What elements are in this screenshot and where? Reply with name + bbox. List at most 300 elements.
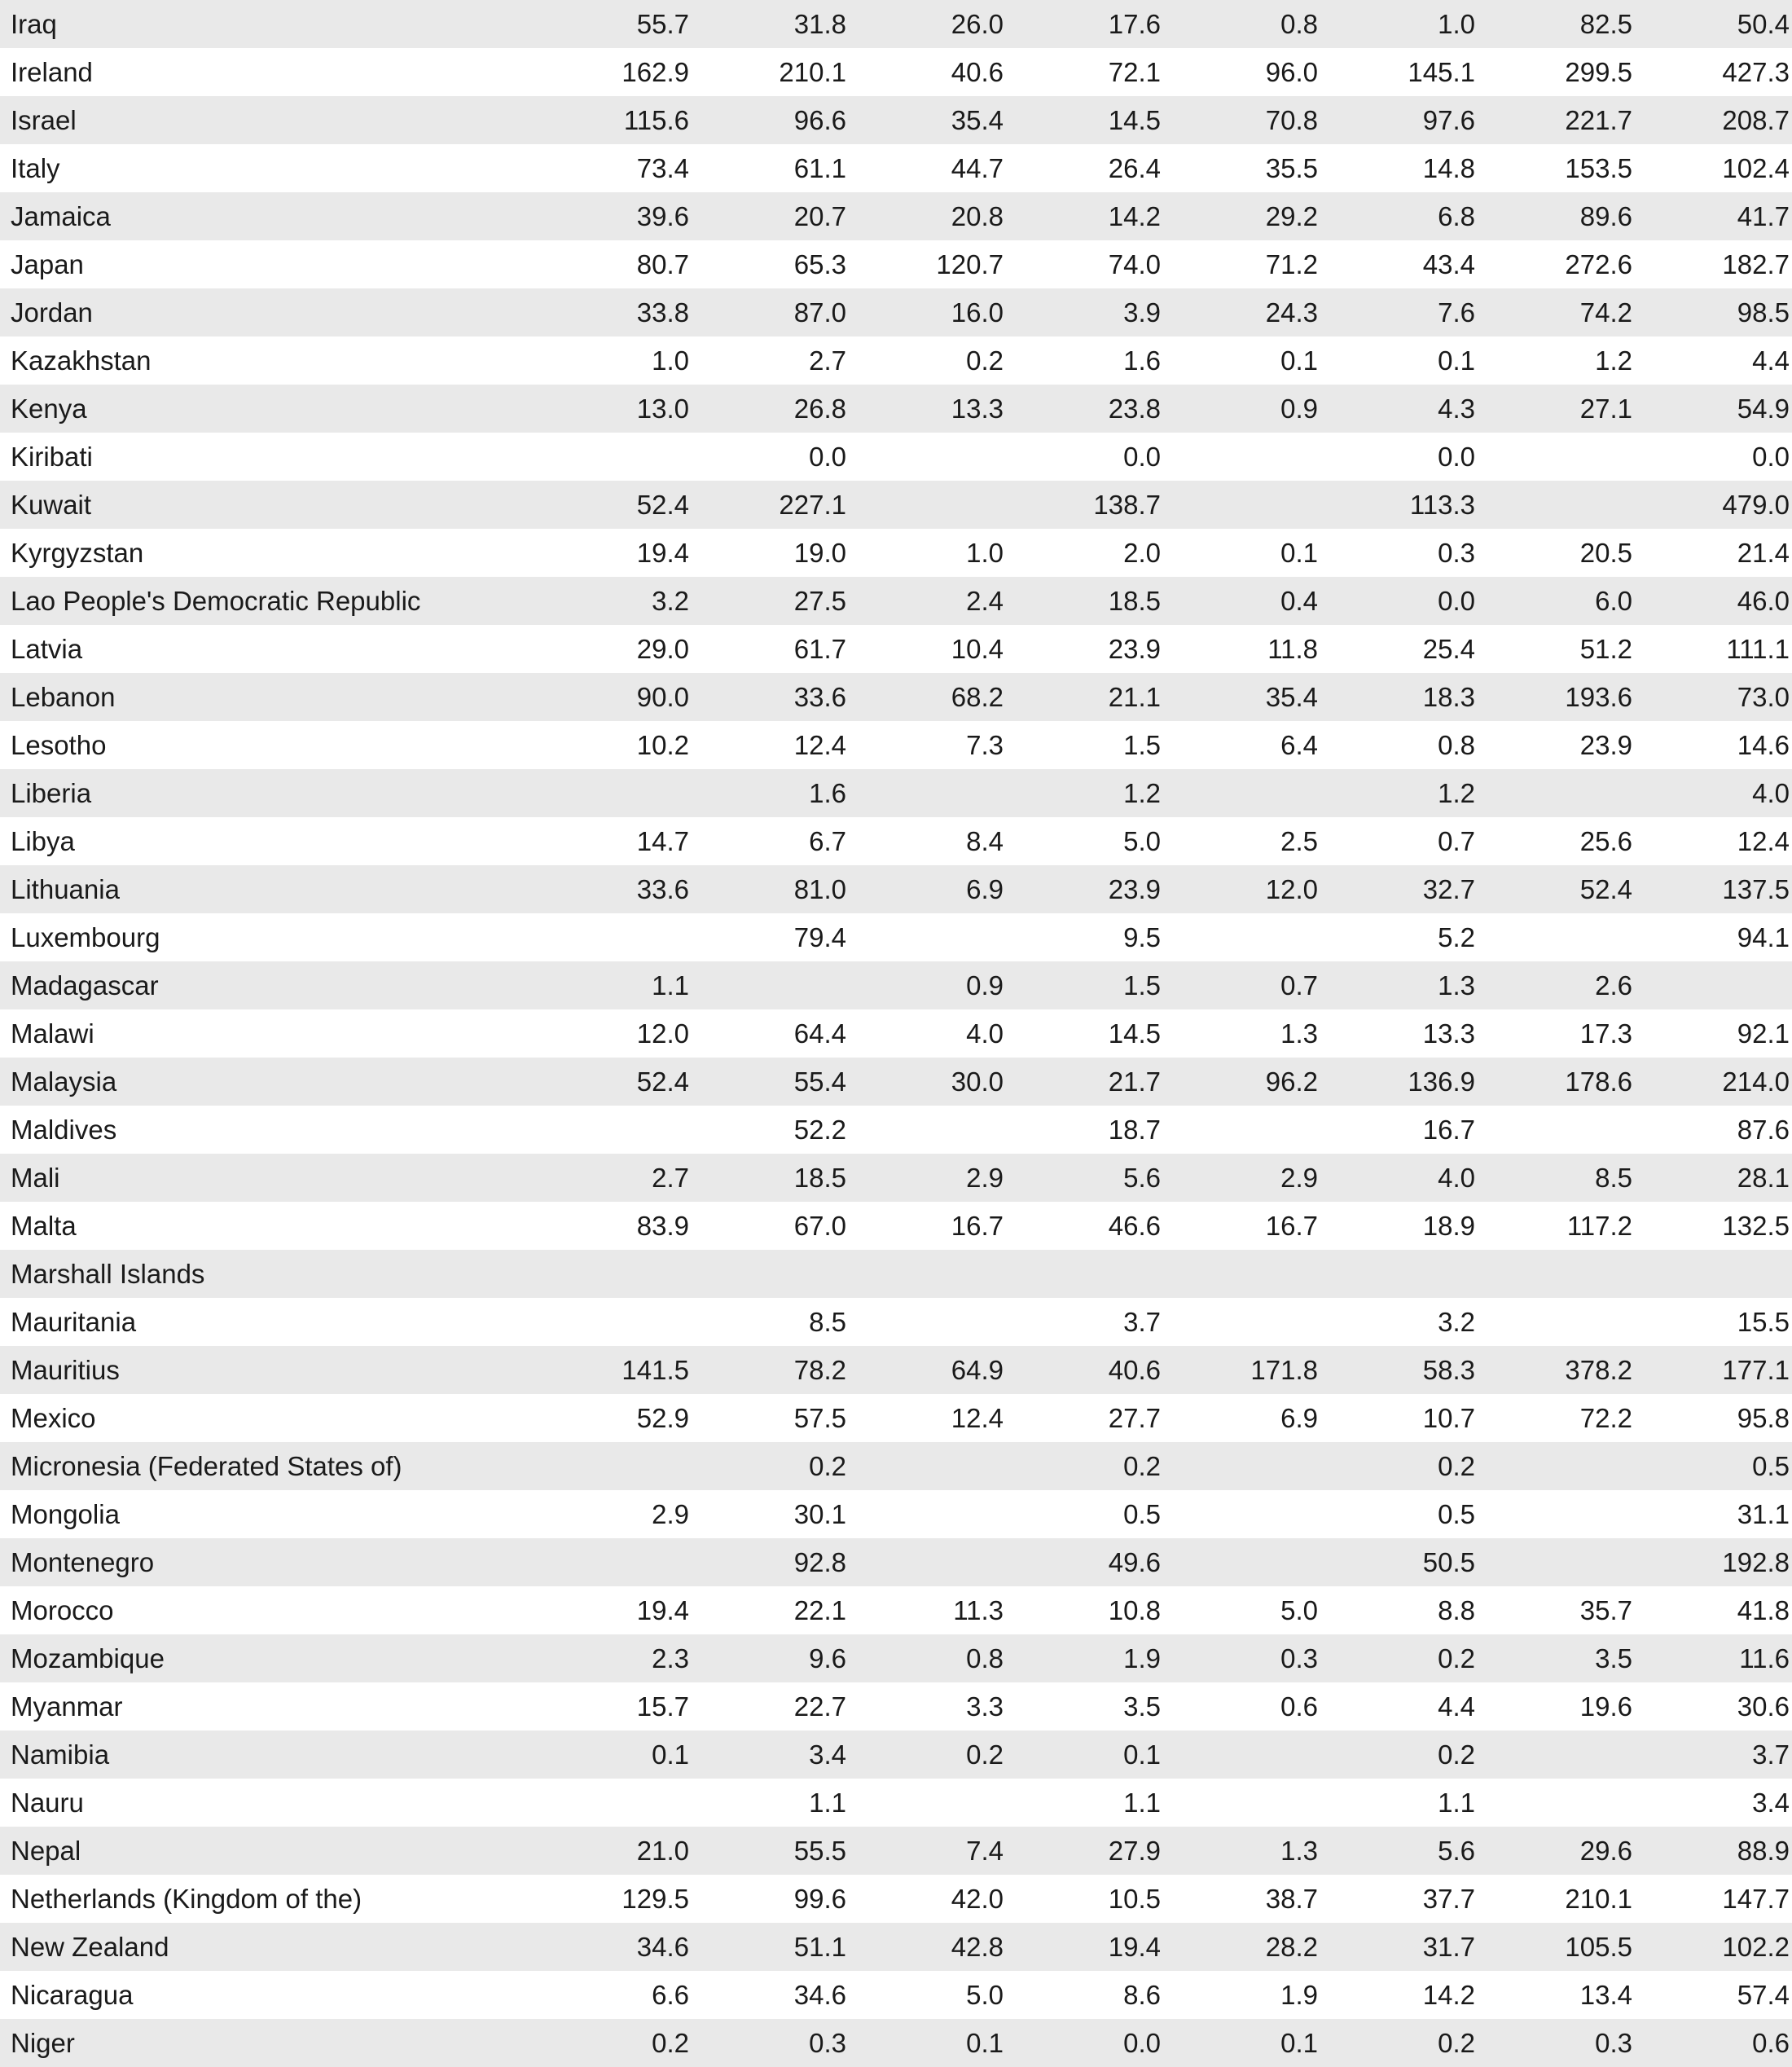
value-cell: 61.7 [793, 634, 846, 664]
value-cell: 136.9 [1408, 1066, 1475, 1097]
value-cell: 64.9 [951, 1355, 1004, 1385]
value-cell: 14.7 [636, 826, 689, 856]
value-cell: 221.7 [1565, 105, 1632, 135]
country-cell: Malawi [11, 1018, 94, 1049]
table-row [0, 529, 1792, 577]
value-cell: 162.9 [621, 57, 689, 87]
value-cell: 0.8 [1280, 9, 1318, 39]
country-cell: Liberia [11, 778, 92, 808]
value-cell: 23.9 [1108, 634, 1161, 664]
value-cell: 5.2 [1438, 922, 1475, 952]
value-cell: 21.0 [636, 1836, 689, 1866]
value-cell: 27.9 [1108, 1836, 1161, 1866]
value-cell: 208.7 [1722, 105, 1790, 135]
table-row [0, 1682, 1792, 1731]
value-cell: 98.5 [1737, 297, 1790, 328]
table-row [0, 673, 1792, 721]
value-cell: 16.7 [1422, 1115, 1475, 1145]
country-cell: Israel [11, 105, 77, 135]
table-row [0, 1009, 1792, 1058]
table-row [0, 1779, 1792, 1827]
value-cell [1475, 481, 1632, 529]
value-cell: 4.4 [1438, 1691, 1475, 1722]
value-cell: 145.1 [1408, 57, 1475, 87]
table-row [0, 1106, 1792, 1154]
table-row [0, 1058, 1792, 1106]
value-cell: 8.8 [1438, 1595, 1475, 1625]
value-cell: 1.2 [1123, 778, 1161, 808]
table-row [0, 1154, 1792, 1202]
value-cell: 12.4 [951, 1403, 1004, 1433]
value-cell: 4.0 [966, 1018, 1004, 1049]
value-cell: 27.7 [1108, 1403, 1161, 1433]
value-cell [846, 433, 1004, 481]
country-cell: Lebanon [11, 682, 116, 712]
value-cell: 33.8 [636, 297, 689, 328]
value-cell: 137.5 [1722, 874, 1790, 904]
value-cell: 299.5 [1565, 57, 1632, 87]
value-cell: 31.8 [793, 9, 846, 39]
table-row [0, 385, 1792, 433]
value-cell: 96.2 [1265, 1066, 1318, 1097]
country-cell: Maldives [11, 1115, 117, 1145]
value-cell: 0.1 [1438, 345, 1475, 376]
value-cell: 94.1 [1737, 922, 1790, 952]
value-cell: 88.9 [1737, 1836, 1790, 1866]
value-cell: 22.7 [793, 1691, 846, 1722]
value-cell: 0.1 [652, 1739, 689, 1770]
value-cell: 67.0 [793, 1211, 846, 1241]
table-row [0, 1971, 1792, 2019]
value-cell [846, 1490, 1004, 1538]
value-cell: 10.8 [1108, 1595, 1161, 1625]
value-cell [1161, 913, 1318, 961]
value-cell: 138.7 [1093, 490, 1161, 520]
value-cell: 28.2 [1265, 1932, 1318, 1962]
value-cell: 7.6 [1438, 297, 1475, 328]
value-cell: 35.4 [951, 105, 1004, 135]
value-cell: 479.0 [1722, 490, 1790, 520]
value-cell [846, 769, 1004, 817]
value-cell: 0.0 [1123, 2028, 1161, 2058]
value-cell: 0.2 [1438, 2028, 1475, 2058]
value-cell [532, 1298, 689, 1346]
value-cell: 49.6 [1108, 1547, 1161, 1577]
value-cell: 8.5 [809, 1307, 846, 1337]
value-cell: 1.9 [1280, 1980, 1318, 2010]
value-cell: 102.4 [1722, 153, 1790, 183]
value-cell: 58.3 [1422, 1355, 1475, 1385]
value-cell: 16.7 [951, 1211, 1004, 1241]
value-cell: 2.7 [809, 345, 846, 376]
value-cell: 6.8 [1438, 201, 1475, 231]
value-cell: 0.7 [1280, 970, 1318, 1001]
value-cell: 177.1 [1722, 1355, 1790, 1385]
value-cell: 141.5 [621, 1355, 689, 1385]
value-cell: 20.5 [1579, 538, 1632, 568]
value-cell [846, 1779, 1004, 1827]
value-cell: 51.2 [1579, 634, 1632, 664]
value-cell: 0.1 [1280, 345, 1318, 376]
value-cell: 6.9 [1280, 1403, 1318, 1433]
value-cell [1161, 481, 1318, 529]
value-cell: 132.5 [1722, 1211, 1790, 1241]
value-cell: 227.1 [779, 490, 846, 520]
value-cell [1161, 1538, 1318, 1586]
table-row [0, 1394, 1792, 1442]
value-cell [1475, 1538, 1632, 1586]
value-cell: 4.0 [1752, 778, 1790, 808]
value-cell: 12.4 [1737, 826, 1790, 856]
value-cell [846, 1538, 1004, 1586]
value-cell: 1.5 [1123, 970, 1161, 1001]
table-row [0, 1250, 1792, 1298]
value-cell: 3.7 [1123, 1307, 1161, 1337]
table-row [0, 817, 1792, 865]
table-row [0, 240, 1792, 288]
country-cell: Kenya [11, 394, 87, 424]
country-cell: New Zealand [11, 1932, 169, 1962]
value-cell: 378.2 [1565, 1355, 1632, 1385]
table-row [0, 769, 1792, 817]
value-cell: 34.6 [636, 1932, 689, 1962]
value-cell: 18.3 [1422, 682, 1475, 712]
value-cell: 5.0 [1123, 826, 1161, 856]
country-cell: Kazakhstan [11, 345, 152, 376]
value-cell [846, 1442, 1004, 1490]
value-cell [1475, 913, 1632, 961]
value-cell [1318, 1250, 1475, 1298]
value-cell: 2.4 [966, 586, 1004, 616]
value-cell: 13.0 [636, 394, 689, 424]
value-cell: 2.9 [1280, 1163, 1318, 1193]
value-cell: 35.4 [1265, 682, 1318, 712]
value-cell: 1.1 [652, 970, 689, 1001]
value-cell: 23.9 [1579, 730, 1632, 760]
value-cell [1632, 961, 1792, 1009]
value-cell: 427.3 [1722, 57, 1790, 87]
country-cell: Luxembourg [11, 922, 160, 952]
value-cell [689, 961, 846, 1009]
value-cell: 3.2 [652, 586, 689, 616]
value-cell [532, 1106, 689, 1154]
value-cell: 82.5 [1579, 9, 1632, 39]
value-cell: 26.0 [951, 9, 1004, 39]
value-cell: 182.7 [1722, 249, 1790, 279]
country-cell: Lesotho [11, 730, 107, 760]
value-cell: 0.5 [1123, 1499, 1161, 1529]
table-row [0, 192, 1792, 240]
value-cell: 97.6 [1422, 105, 1475, 135]
value-cell: 51.1 [793, 1932, 846, 1962]
value-cell: 19.4 [636, 1595, 689, 1625]
value-cell: 52.2 [793, 1115, 846, 1145]
value-cell: 0.8 [1438, 730, 1475, 760]
value-cell: 0.3 [1595, 2028, 1632, 2058]
value-cell: 1.9 [1123, 1643, 1161, 1673]
value-cell: 0.2 [966, 1739, 1004, 1770]
value-cell: 96.0 [1265, 57, 1318, 87]
value-cell: 92.1 [1737, 1018, 1790, 1049]
country-cell: Montenegro [11, 1547, 155, 1577]
value-cell: 272.6 [1565, 249, 1632, 279]
value-cell: 39.6 [636, 201, 689, 231]
table-row [0, 1346, 1792, 1394]
table-row [0, 1875, 1792, 1923]
value-cell: 2.9 [652, 1499, 689, 1529]
value-cell: 23.9 [1108, 874, 1161, 904]
value-cell: 44.7 [951, 153, 1004, 183]
value-cell: 210.1 [779, 57, 846, 87]
value-cell: 3.4 [1752, 1788, 1790, 1818]
value-cell: 71.2 [1265, 249, 1318, 279]
country-cell: Marshall Islands [11, 1259, 205, 1289]
value-cell [1475, 769, 1632, 817]
value-cell [1161, 769, 1318, 817]
value-cell [1161, 1731, 1318, 1779]
value-cell: 0.0 [1438, 586, 1475, 616]
value-cell: 35.5 [1265, 153, 1318, 183]
value-cell: 14.2 [1108, 201, 1161, 231]
value-cell: 13.4 [1579, 1980, 1632, 2010]
value-cell: 96.6 [793, 105, 846, 135]
value-cell: 72.1 [1108, 57, 1161, 87]
country-cell: Nauru [11, 1788, 84, 1818]
value-cell: 1.3 [1438, 970, 1475, 1001]
value-cell: 129.5 [621, 1884, 689, 1914]
value-cell: 0.2 [1438, 1739, 1475, 1770]
country-cell: Jordan [11, 297, 93, 328]
value-cell: 41.8 [1737, 1595, 1790, 1625]
value-cell: 3.7 [1752, 1739, 1790, 1770]
value-cell [846, 1106, 1004, 1154]
value-cell: 34.6 [793, 1980, 846, 2010]
value-cell: 0.0 [1123, 442, 1161, 472]
value-cell: 13.3 [1422, 1018, 1475, 1049]
value-cell: 7.3 [966, 730, 1004, 760]
value-cell: 72.2 [1579, 1403, 1632, 1433]
value-cell: 20.7 [793, 201, 846, 231]
value-cell: 27.5 [793, 586, 846, 616]
value-cell: 0.0 [1438, 442, 1475, 472]
value-cell: 12.4 [793, 730, 846, 760]
value-cell: 52.4 [1579, 874, 1632, 904]
value-cell: 0.3 [1438, 538, 1475, 568]
value-cell [1161, 1250, 1318, 1298]
value-cell: 57.4 [1737, 1980, 1790, 2010]
country-cell: Morocco [11, 1595, 114, 1625]
value-cell: 0.2 [966, 345, 1004, 376]
value-cell: 30.0 [951, 1066, 1004, 1097]
value-cell: 0.6 [1280, 1691, 1318, 1722]
value-cell [532, 1779, 689, 1827]
value-cell: 37.7 [1422, 1884, 1475, 1914]
value-cell: 15.7 [636, 1691, 689, 1722]
value-cell: 90.0 [636, 682, 689, 712]
country-cell: Mali [11, 1163, 60, 1193]
value-cell: 8.6 [1123, 1980, 1161, 2010]
table-row [0, 1634, 1792, 1682]
table-row [0, 1731, 1792, 1779]
value-cell: 10.4 [951, 634, 1004, 664]
table-row [0, 913, 1792, 961]
value-cell: 9.5 [1123, 922, 1161, 952]
value-cell: 73.0 [1737, 682, 1790, 712]
value-cell: 113.3 [1409, 490, 1475, 520]
value-cell: 120.7 [936, 249, 1004, 279]
value-cell: 41.7 [1737, 201, 1790, 231]
value-cell: 12.0 [1265, 874, 1318, 904]
value-cell [1475, 1442, 1632, 1490]
value-cell: 0.1 [966, 2028, 1004, 2058]
value-cell: 24.3 [1265, 297, 1318, 328]
value-cell: 3.5 [1595, 1643, 1632, 1673]
value-cell [1161, 1779, 1318, 1827]
value-cell: 0.8 [966, 1643, 1004, 1673]
table-row [0, 577, 1792, 625]
country-cell: Iraq [11, 9, 57, 39]
value-cell: 52.4 [636, 490, 689, 520]
value-cell: 6.0 [1595, 586, 1632, 616]
value-cell: 1.1 [1123, 1788, 1161, 1818]
value-cell: 1.0 [652, 345, 689, 376]
value-cell: 79.4 [793, 922, 846, 952]
value-cell: 57.5 [793, 1403, 846, 1433]
country-cell: Netherlands (Kingdom of the) [11, 1884, 362, 1914]
value-cell: 102.2 [1722, 1932, 1790, 1962]
value-cell: 11.8 [1267, 634, 1318, 664]
country-cell: Libya [11, 826, 75, 856]
value-cell: 2.7 [652, 1163, 689, 1193]
country-cell: Ireland [11, 57, 93, 87]
value-cell: 0.2 [809, 1451, 846, 1481]
value-cell: 33.6 [636, 874, 689, 904]
value-cell: 1.2 [1595, 345, 1632, 376]
value-cell: 17.6 [1108, 9, 1161, 39]
value-cell: 8.5 [1595, 1163, 1632, 1193]
country-cell: Mozambique [11, 1643, 165, 1673]
value-cell: 95.8 [1737, 1403, 1790, 1433]
value-cell [1161, 1298, 1318, 1346]
value-cell: 64.4 [793, 1018, 846, 1049]
value-cell: 0.2 [1123, 1451, 1161, 1481]
value-cell: 65.3 [793, 249, 846, 279]
value-cell: 14.6 [1737, 730, 1790, 760]
country-cell: Mexico [11, 1403, 96, 1433]
table-row [0, 1490, 1792, 1538]
table-row [0, 1202, 1792, 1250]
value-cell: 10.2 [636, 730, 689, 760]
table-row [0, 1442, 1792, 1490]
value-cell: 19.0 [793, 538, 846, 568]
value-cell: 5.6 [1438, 1836, 1475, 1866]
value-cell: 147.7 [1722, 1884, 1790, 1914]
value-cell: 210.1 [1565, 1884, 1632, 1914]
value-cell [846, 481, 1004, 529]
value-cell: 9.6 [809, 1643, 846, 1673]
value-cell [1475, 433, 1632, 481]
value-cell [1632, 1250, 1792, 1298]
value-cell: 31.7 [1422, 1932, 1475, 1962]
table-row [0, 433, 1792, 481]
value-cell: 0.1 [1123, 1739, 1161, 1770]
value-cell: 7.4 [966, 1836, 1004, 1866]
value-cell: 0.3 [809, 2028, 846, 2058]
value-cell: 30.1 [793, 1499, 846, 1529]
value-cell: 2.6 [1595, 970, 1632, 1001]
value-cell: 35.7 [1579, 1595, 1632, 1625]
value-cell: 117.2 [1566, 1211, 1632, 1241]
value-cell: 42.0 [951, 1884, 1004, 1914]
country-cell: Madagascar [11, 970, 159, 1001]
value-cell: 29.2 [1265, 201, 1318, 231]
value-cell [1161, 1490, 1318, 1538]
country-cell: Mongolia [11, 1499, 120, 1529]
value-cell: 32.7 [1422, 874, 1475, 904]
value-cell: 15.5 [1737, 1307, 1790, 1337]
value-cell: 0.2 [652, 2028, 689, 2058]
table-row [0, 481, 1792, 529]
value-cell: 0.0 [1752, 442, 1790, 472]
value-cell: 0.3 [1280, 1643, 1318, 1673]
country-cell: Lao People's Democratic Republic [11, 586, 421, 616]
table-row [0, 625, 1792, 673]
country-cell: Latvia [11, 634, 83, 664]
value-cell: 99.6 [793, 1884, 846, 1914]
value-cell: 74.0 [1108, 249, 1161, 279]
value-cell: 5.6 [1123, 1163, 1161, 1193]
value-cell: 17.3 [1579, 1018, 1632, 1049]
value-cell: 33.6 [793, 682, 846, 712]
value-cell: 87.0 [793, 297, 846, 328]
value-cell [532, 1442, 689, 1490]
value-cell: 1.2 [1438, 778, 1475, 808]
table-row [0, 96, 1792, 144]
value-cell [846, 1298, 1004, 1346]
value-cell: 0.7 [1438, 826, 1475, 856]
country-cell: Mauritius [11, 1355, 120, 1385]
table-row [0, 865, 1792, 913]
value-cell: 115.6 [623, 105, 689, 135]
country-cell: Malta [11, 1211, 77, 1241]
value-cell: 16.7 [1265, 1211, 1318, 1241]
value-cell: 6.6 [652, 1980, 689, 2010]
value-cell: 13.3 [951, 394, 1004, 424]
value-cell: 50.5 [1422, 1547, 1475, 1577]
table-row [0, 1298, 1792, 1346]
value-cell [1161, 433, 1318, 481]
value-cell: 40.6 [951, 57, 1004, 87]
value-cell: 5.0 [1280, 1595, 1318, 1625]
value-cell: 29.0 [636, 634, 689, 664]
value-cell: 1.3 [1280, 1018, 1318, 1049]
value-cell: 18.5 [793, 1163, 846, 1193]
value-cell: 111.1 [1726, 634, 1790, 664]
value-cell: 26.4 [1108, 153, 1161, 183]
country-cell: Nepal [11, 1836, 81, 1866]
country-cell: Lithuania [11, 874, 120, 904]
value-cell: 14.8 [1422, 153, 1475, 183]
value-cell: 4.3 [1438, 394, 1475, 424]
value-cell: 74.2 [1579, 297, 1632, 328]
value-cell: 193.6 [1565, 682, 1632, 712]
value-cell: 19.4 [1108, 1932, 1161, 1962]
table-row [0, 1586, 1792, 1634]
value-cell: 83.9 [636, 1211, 689, 1241]
value-cell: 78.2 [793, 1355, 846, 1385]
value-cell: 3.2 [1438, 1307, 1475, 1337]
value-cell: 6.4 [1280, 730, 1318, 760]
